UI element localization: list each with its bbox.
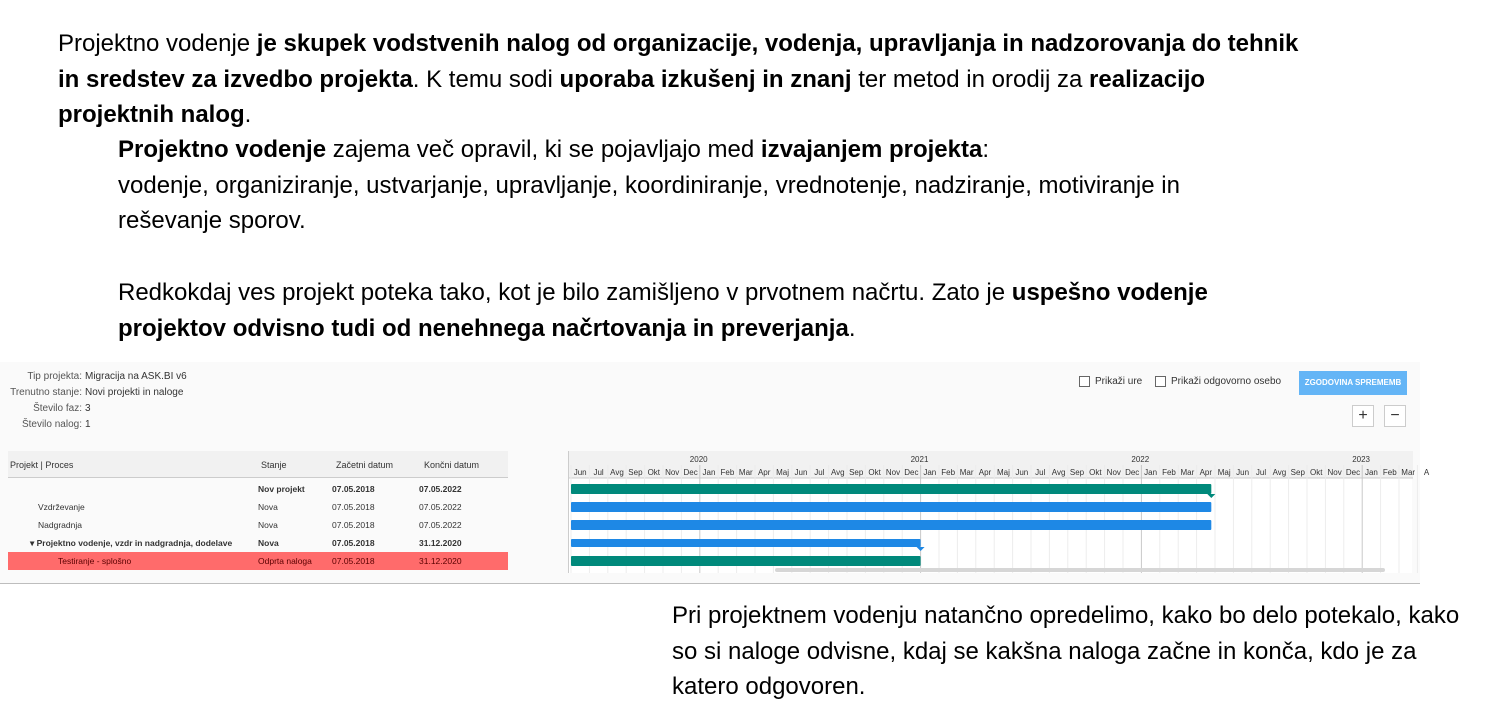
planning-paragraph <box>118 275 1218 346</box>
checkbox-icon[interactable] <box>1155 376 1166 387</box>
row-status: Odprta naloga <box>258 556 312 566</box>
block2-text-2: . <box>848 314 856 342</box>
table-row[interactable] <box>8 480 508 498</box>
gantt-bar[interactable] <box>571 502 1211 512</box>
gantt-bar[interactable] <box>571 556 921 566</box>
block1-bold-1: Projektno vodenje <box>118 136 327 163</box>
month-label: Jun <box>794 468 808 477</box>
month-label: Sep <box>628 468 643 477</box>
month-label: Jan <box>923 468 937 477</box>
intro-paragraph <box>58 26 1318 133</box>
month-label: Maj <box>996 468 1010 477</box>
month-label: Nov <box>665 468 680 477</box>
row-name: Testiranje - splošno <box>58 556 132 566</box>
month-label: Jun <box>573 468 587 477</box>
month-label: Okt <box>1089 468 1102 477</box>
block1-text-1: zajema več opravil, ki se pojavljajo med <box>326 136 761 163</box>
project-gantt-app <box>0 362 1430 584</box>
row-name: Nadgradnja <box>38 520 82 530</box>
table-row[interactable] <box>8 552 508 570</box>
row-status: Nova <box>258 502 278 512</box>
row-end-date: 31.12.2020 <box>419 556 462 566</box>
zoom-out-button[interactable]: − <box>1384 405 1406 427</box>
month-label: Avg <box>610 468 624 477</box>
definition-paragraph <box>672 598 1472 705</box>
col-start[interactable]: Začetni datum <box>336 460 394 470</box>
row-start-date: 07.05.2018 <box>332 484 375 494</box>
grid-header <box>8 451 508 478</box>
zoom-in-button[interactable]: + <box>1352 405 1374 427</box>
year-label: 2022 <box>1131 455 1150 464</box>
month-label: Sep <box>849 468 864 477</box>
table-row[interactable] <box>8 534 508 552</box>
month-label: Dec <box>1125 468 1140 477</box>
month-label: Jan <box>1364 468 1378 477</box>
month-label: Mar <box>1401 468 1416 477</box>
month-label: Jul <box>593 468 604 477</box>
block3-text: Pri projektnem vodenju natančno opredelimo, kako bo delo potekalo, kako so si naloge odvisne, kdaj se kakšna naloga začne in konča, kdo je za katero odgovoren. <box>672 602 1460 700</box>
month-label: Jul <box>814 468 825 477</box>
month-label: Feb <box>720 468 735 477</box>
month-label: Jun <box>1236 468 1250 477</box>
month-label: Dec <box>904 468 919 477</box>
block2-text-1: Redkokdaj ves projekt poteka tako, kot je bilo zamišljeno v prvotnem načrtu. Zato je <box>118 279 1012 306</box>
intro-text-2: . K temu sodi <box>412 65 560 93</box>
timeline-scrollbar[interactable] <box>775 568 1385 572</box>
month-label: Dec <box>683 468 698 477</box>
block1-bold-2: izvajanjem projekta <box>760 136 983 163</box>
row-end-date: 07.05.2022 <box>419 520 462 530</box>
intro-bold-1: je skupek vodstvenih nalog od organizacije, vodenja, upravljanja in nadzorovanja do tehnik in sredstev za izvedbo projekta <box>58 30 1299 93</box>
intro-bold-3: realizacijo projektnih nalog <box>58 65 1206 128</box>
month-label: Feb <box>1382 468 1397 477</box>
month-label: Avg <box>1272 468 1287 477</box>
row-name: ▾ Projektno vodenje, vzdr in nadgradnja, dodelave <box>30 538 233 548</box>
gantt-svg <box>569 451 1430 573</box>
row-end-date: 31.12.2020 <box>419 538 462 548</box>
block1-line-2: vodenje, organiziranje, ustvarjanje, upravljanje, koordiniranje, vrednotenje, nadziranje, motiviranje in reševanje sporov. <box>118 171 1180 234</box>
month-label: Okt <box>647 468 661 477</box>
month-label: Dec <box>1345 468 1361 477</box>
month-label: Mar <box>959 468 974 477</box>
row-end-date: 07.05.2022 <box>419 502 462 512</box>
show-hours-checkbox[interactable]: Prikaži ure <box>1079 376 1142 387</box>
month-label: Nov <box>1106 468 1121 477</box>
intro-text-1: Projektno vodenje <box>58 30 257 57</box>
month-label: Jul <box>1035 468 1046 477</box>
change-history-button[interactable]: ZGODOVINA SPREMEMB <box>1299 371 1407 395</box>
month-label: Apr <box>757 468 771 477</box>
year-label: 2020 <box>689 455 708 464</box>
month-label: Feb <box>941 468 956 477</box>
month-label: Apr <box>1199 468 1213 477</box>
gantt-bar[interactable] <box>571 484 1211 494</box>
month-label: Avg <box>1051 468 1066 477</box>
intro-text-3: ter metod in orodij za <box>851 65 1090 93</box>
month-label: Jul <box>1255 468 1267 477</box>
info-phase-count: Število faz: 3 <box>33 403 91 414</box>
col-end[interactable]: Končni datum <box>424 460 480 470</box>
col-status[interactable]: Stanje <box>261 460 287 470</box>
month-label: Jun <box>1015 468 1029 477</box>
info-current-state: Trenutno stanje: Novi projekti in naloge <box>10 387 184 398</box>
info-task-count: Število nalog: 1 <box>21 419 91 430</box>
month-label: Okt <box>1309 468 1323 477</box>
gantt-bar[interactable] <box>571 520 1211 530</box>
row-start-date: 07.05.2018 <box>332 520 375 530</box>
gantt-timeline <box>568 451 1430 573</box>
col-project[interactable]: Projekt | Proces <box>10 460 74 470</box>
month-label: Jan <box>1144 468 1158 477</box>
block1-text-2: : <box>982 136 990 163</box>
month-label: Mar <box>738 468 753 477</box>
row-start-date: 07.05.2018 <box>332 502 375 512</box>
month-label: Feb <box>1162 468 1176 477</box>
bar-end-marker <box>1207 494 1215 498</box>
month-label: Okt <box>868 468 881 477</box>
gantt-bar[interactable] <box>571 539 921 547</box>
month-label: Jan <box>702 468 716 477</box>
intro-text-4: . <box>244 101 252 128</box>
month-label: Mar <box>1180 468 1195 477</box>
month-label: Maj <box>1217 468 1231 477</box>
year-label: 2023 <box>1352 455 1370 464</box>
month-label: Sep <box>1069 468 1085 477</box>
month-label: A <box>1423 468 1430 477</box>
row-start-date: 07.05.2018 <box>332 538 375 548</box>
month-label: Apr <box>978 468 992 477</box>
month-label: Avg <box>830 468 845 477</box>
month-label: Nov <box>885 468 901 477</box>
month-label: Nov <box>1327 468 1342 477</box>
task-grid <box>8 451 508 573</box>
month-label: Sep <box>1290 468 1305 477</box>
year-label: 2021 <box>910 455 929 464</box>
tasks-paragraph <box>118 132 1218 239</box>
info-project-type: Tip projekta: Migracija na ASK.BI v6 <box>27 371 187 382</box>
bar-end-marker <box>917 547 925 551</box>
row-status: Nova <box>258 538 279 548</box>
table-row[interactable] <box>8 498 508 516</box>
show-owner-checkbox[interactable]: Prikaži odgovorno osebo <box>1155 376 1281 387</box>
checkbox-icon[interactable] <box>1079 376 1090 387</box>
month-label: Maj <box>776 468 790 477</box>
row-status: Nov projekt <box>258 484 305 494</box>
row-status: Nova <box>258 520 278 530</box>
row-name: Vzdrževanje <box>38 502 85 512</box>
row-end-date: 07.05.2022 <box>419 484 462 494</box>
row-start-date: 07.05.2018 <box>332 556 375 566</box>
block2-bold-1: uspešno vodenje projektov odvisno tudi od nenehnega načrtovanja in preverjanja <box>118 279 1208 342</box>
table-row[interactable] <box>8 516 508 534</box>
intro-bold-2: uporaba izkušenj in znanj <box>559 65 852 93</box>
